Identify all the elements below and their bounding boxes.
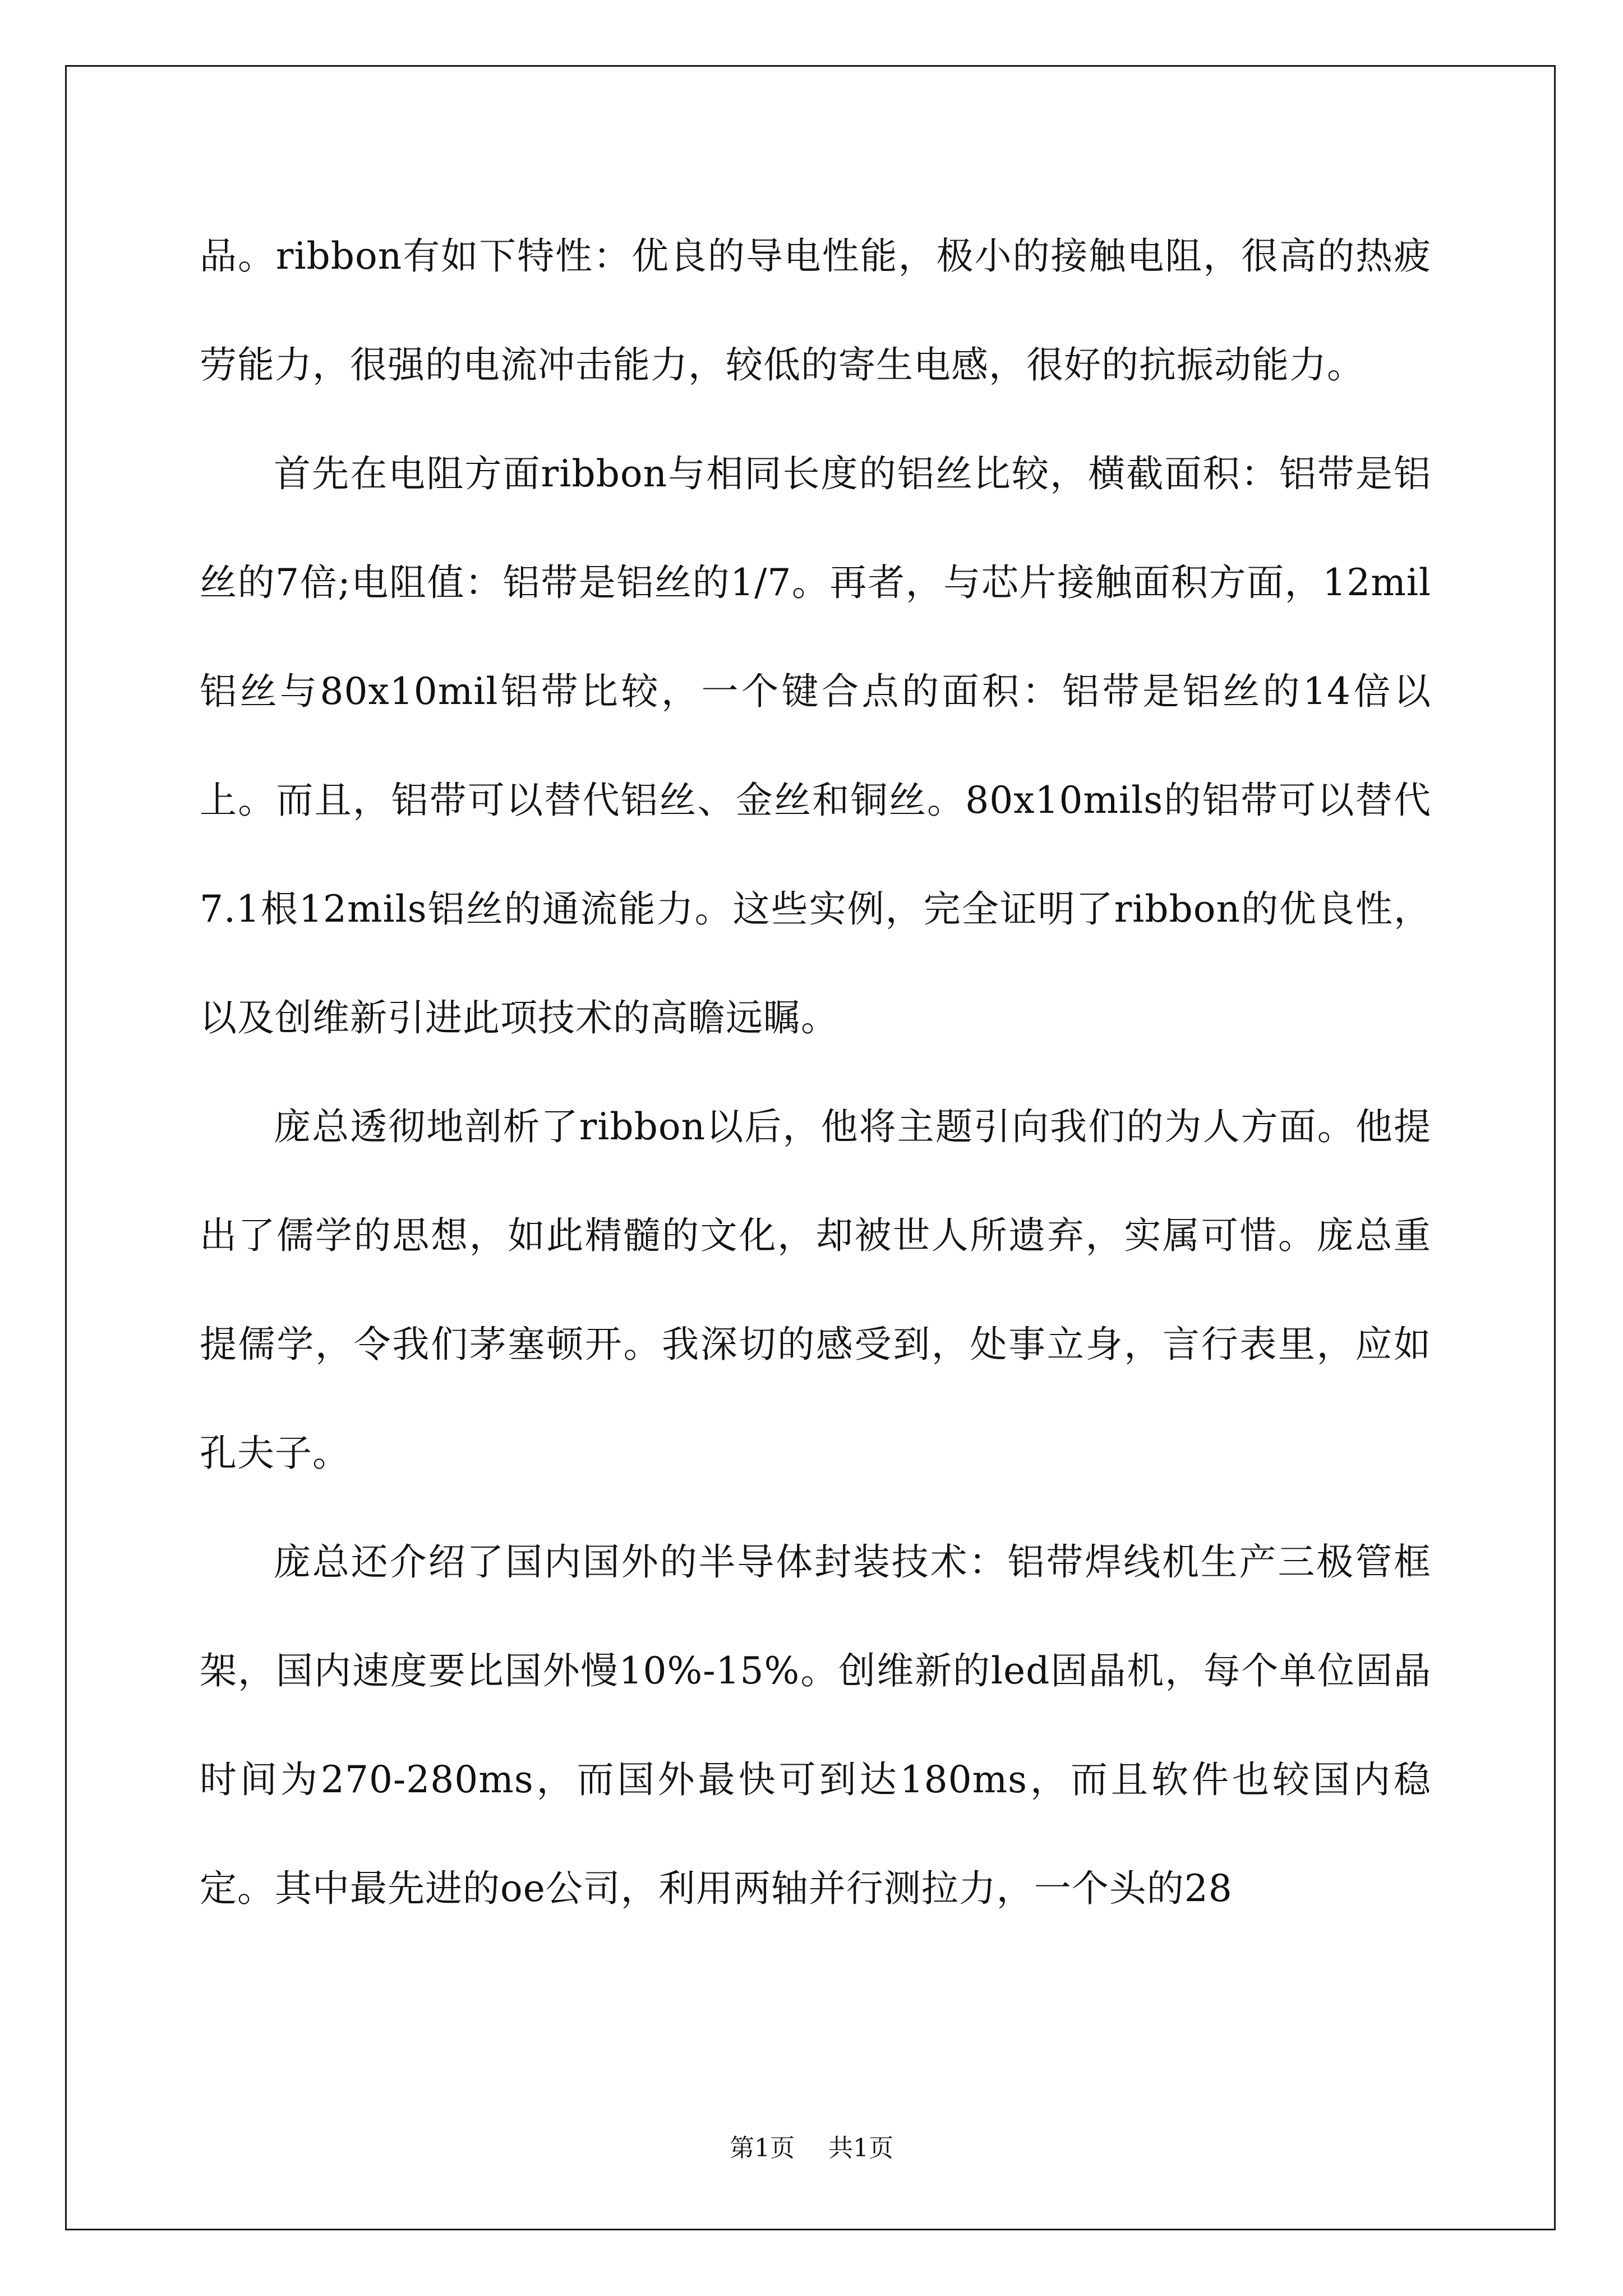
document-body (200, 202, 1431, 1943)
paragraph-2: 首先在电阻方面ribbon与相同长度的铝丝比较，横截面积：铝带是铝丝的7倍;电阻值：铝带是铝丝的1/7。再者，与芯片接触面积方面，12mil铝丝与80x10mil铝带比较，一个键合点的面积：铝带是铝丝的14倍以上。而且，铝带可以替代铝丝、金丝和铜丝。80x10mils的铝带可以替代7.1根12mils铝丝的通流能力。这些实例，完全证明了ribbon的优良性，以及创维新引进此项技术的高瞻远瞩。 (200, 452, 1431, 1039)
page-footer (0, 2132, 1623, 2165)
paragraph-4: 庞总还介绍了国内国外的半导体封装技术：铝带焊线机生产三极管框架，国内速度要比国外慢10%-15%。创维新的led固晶机，每个单位固晶时间为270-280ms，而国外最快可到达180ms，而且软件也较国内稳定。其中最先进的oe公司，利用两轴并行测拉力，一个头的28 (200, 1540, 1431, 1910)
page-total: 共1页 (828, 2134, 893, 2162)
page-number: 第1页 (730, 2134, 795, 2162)
paragraph-1: 品。ribbon有如下特性：优良的导电性能，极小的接触电阻，很高的热疲劳能力，很强的电流冲击能力，较低的寄生电感，很好的抗振动能力。 (200, 234, 1431, 386)
paragraph-3: 庞总透彻地剖析了ribbon以后，他将主题引向我们的为人方面。他提出了儒学的思想，如此精髓的文化，却被世人所遗弃，实属可惜。庞总重提儒学，令我们茅塞顿开。我深切的感受到，处事立身，言行表里，应如孔夫子。 (200, 1105, 1431, 1475)
